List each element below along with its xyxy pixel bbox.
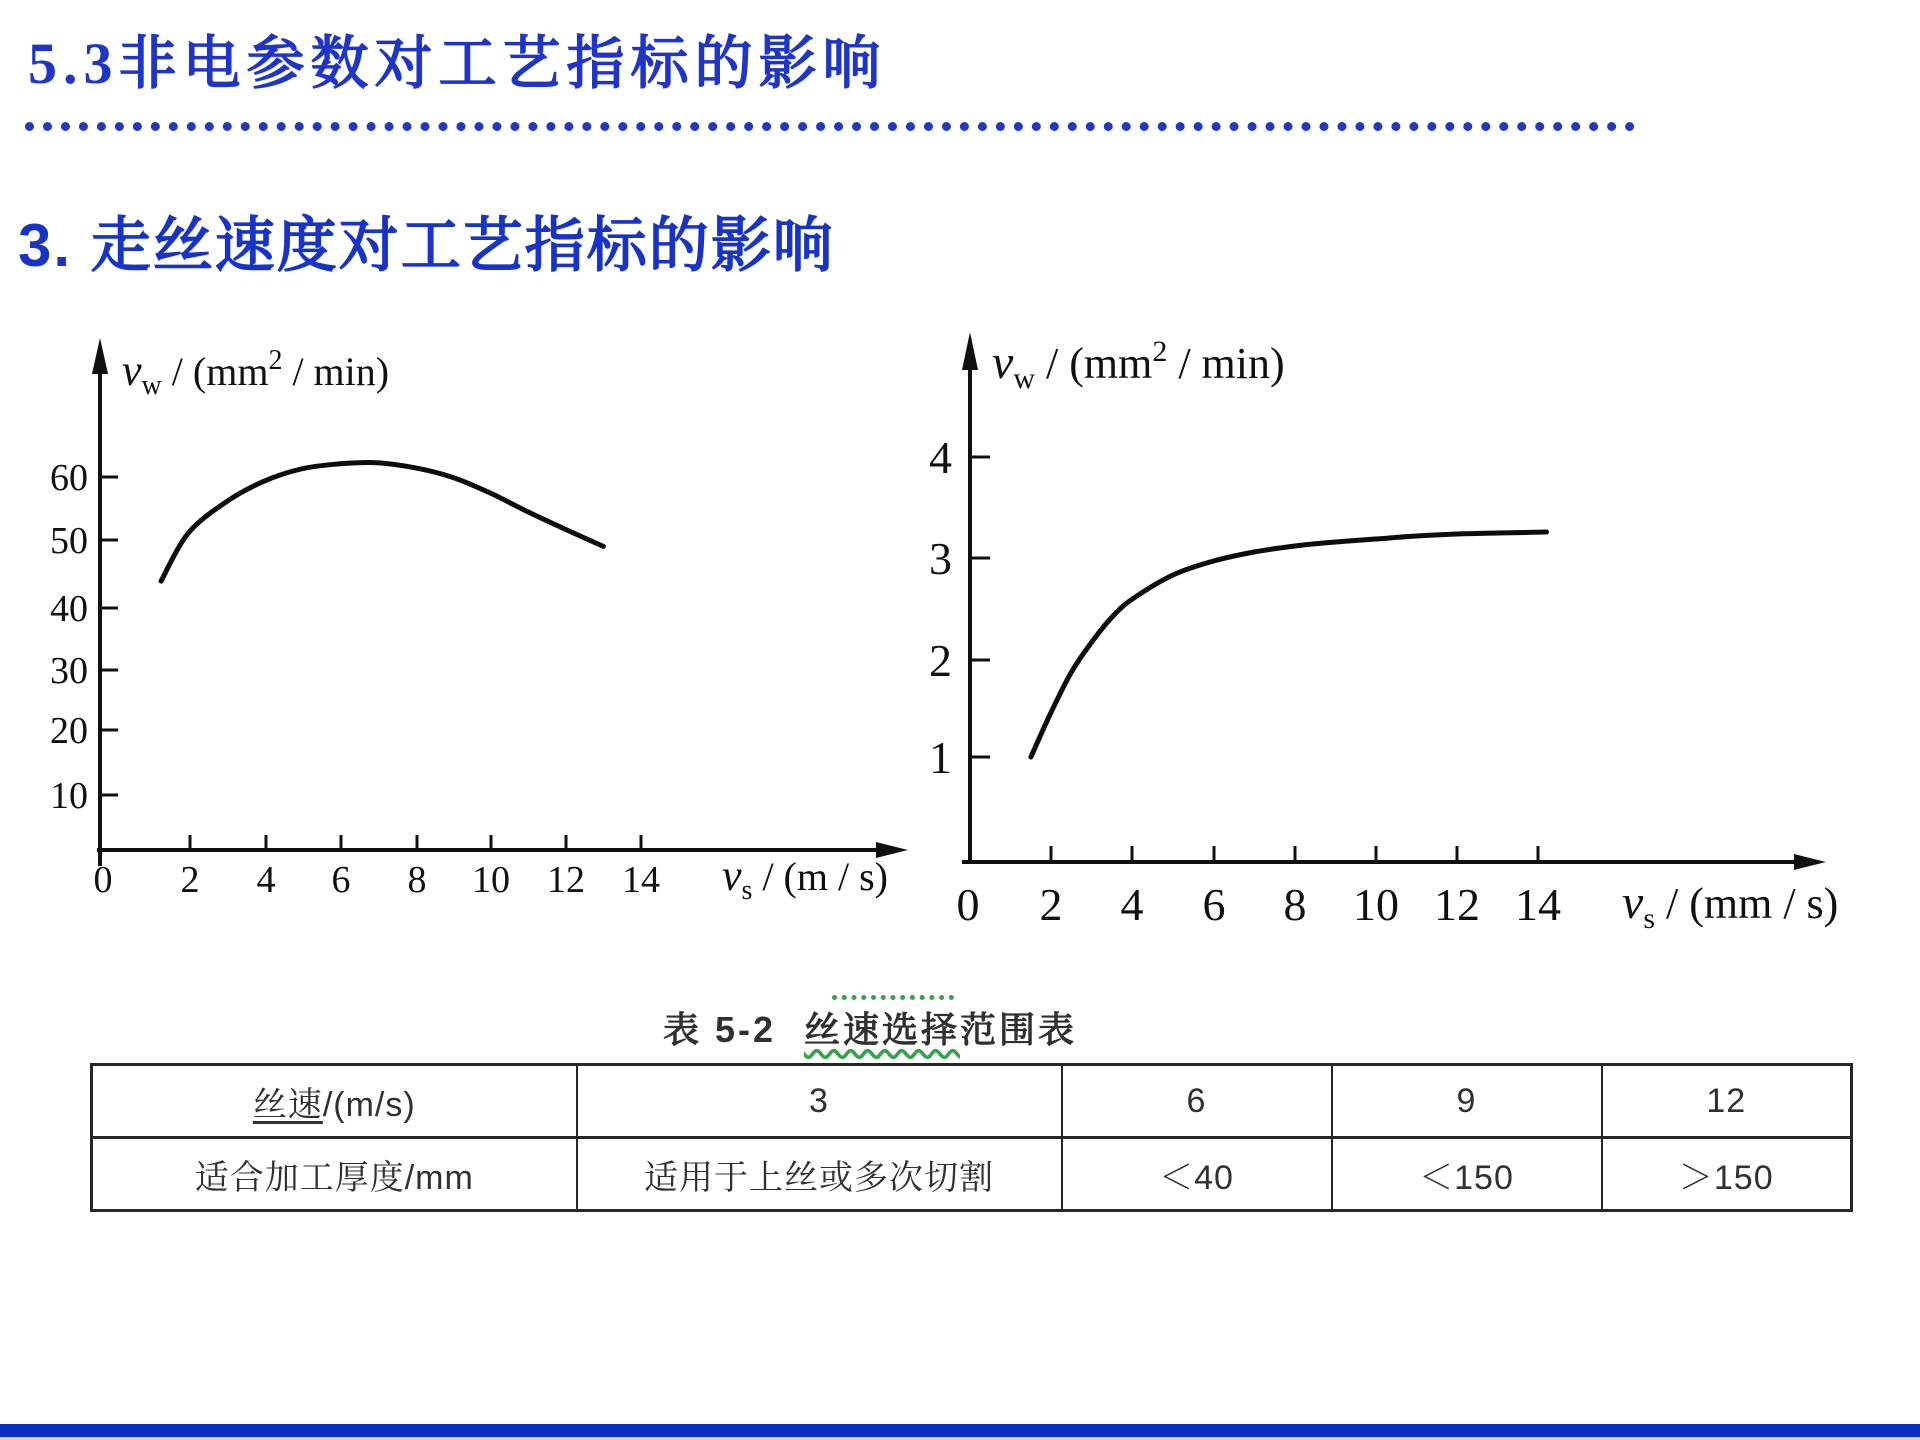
right-y-ticks [972, 457, 990, 757]
tick-label: 14 [622, 859, 660, 901]
table-cell: ＜150 [1332, 1138, 1602, 1211]
tick-label: 4 [256, 859, 276, 901]
title-dotted-divider [25, 122, 1635, 131]
left-y-axis-label: $v_w / (mm^2 / \min)$ [122, 345, 390, 401]
tick-label: 12 [1434, 879, 1480, 930]
right-x-axis-arrow [1794, 854, 1826, 870]
right-y-axis-label: $v_w / (mm^2 / \min)$ [992, 335, 1285, 395]
tick-label: 60 [50, 457, 88, 499]
table-caption-marked-text: 丝速选择 [804, 1009, 961, 1050]
table-cell: 9 [1332, 1065, 1602, 1138]
table-cell: ＞150 [1602, 1138, 1852, 1211]
left-y-axis-arrow [92, 338, 108, 374]
right-y-axis-arrow [962, 332, 978, 370]
table-cell: 适用于上丝或多次切割 [577, 1138, 1062, 1211]
table-cell: ＜40 [1062, 1138, 1332, 1211]
right-x-ticks [1051, 846, 1538, 861]
row-header-wire-speed: 丝速/(m/s) [92, 1065, 577, 1138]
right-curve [1031, 532, 1547, 757]
table-number: 表 5-2 [662, 1009, 776, 1050]
charts-figure [0, 260, 1920, 960]
tick-label: 8 [407, 859, 427, 901]
left-chart [50, 338, 908, 906]
tick-label: 40 [50, 588, 88, 630]
tick-label: 4 [1120, 879, 1144, 930]
tick-label: 0 [956, 879, 980, 930]
tick-label: 6 [1202, 879, 1226, 930]
tick-label: 0 [93, 859, 113, 901]
page-title: 5.3非电参数对工艺指标的影响 [28, 31, 887, 96]
tick-label: 8 [1283, 879, 1307, 930]
left-y-ticks [102, 477, 118, 795]
table-row [92, 1138, 1852, 1211]
table-cell: 12 [1602, 1065, 1852, 1138]
tick-label: 2 [1039, 879, 1063, 930]
right-chart [929, 332, 1838, 935]
footer-bar [0, 1424, 1920, 1437]
tick-label: 1 [929, 732, 952, 783]
tick-label: 10 [1353, 879, 1399, 930]
table-cell: 6 [1062, 1065, 1332, 1138]
tick-label: 2 [929, 635, 952, 686]
table-cell: 3 [577, 1065, 1062, 1138]
tick-label: 14 [1515, 879, 1561, 930]
tick-label: 50 [50, 520, 88, 562]
left-curve [161, 462, 603, 581]
tick-label: 20 [50, 710, 88, 752]
tick-label: 10 [50, 775, 88, 817]
tick-label: 6 [331, 859, 351, 901]
wire-speed-table [90, 1063, 1853, 1212]
tick-label: 2 [180, 859, 200, 901]
tick-label: 3 [929, 533, 952, 584]
left-x-axis-label: $v_s / (m / s)$ [722, 851, 888, 906]
tick-label: 4 [929, 432, 952, 483]
tick-label: 12 [547, 859, 585, 901]
right-x-axis-label: $v_s / (mm / s)$ [1622, 876, 1839, 935]
row-header-thickness: 适合加工厚度/mm [92, 1138, 577, 1211]
table-caption [90, 1002, 1650, 1053]
tick-label: 10 [472, 859, 510, 901]
table-row [92, 1065, 1852, 1138]
table-caption-suffix: 范围表 [960, 1009, 1078, 1050]
section-heading: 3. 走丝速度对工艺指标的影响 [18, 212, 835, 279]
left-x-ticks [190, 835, 641, 849]
tick-label: 30 [50, 650, 88, 692]
